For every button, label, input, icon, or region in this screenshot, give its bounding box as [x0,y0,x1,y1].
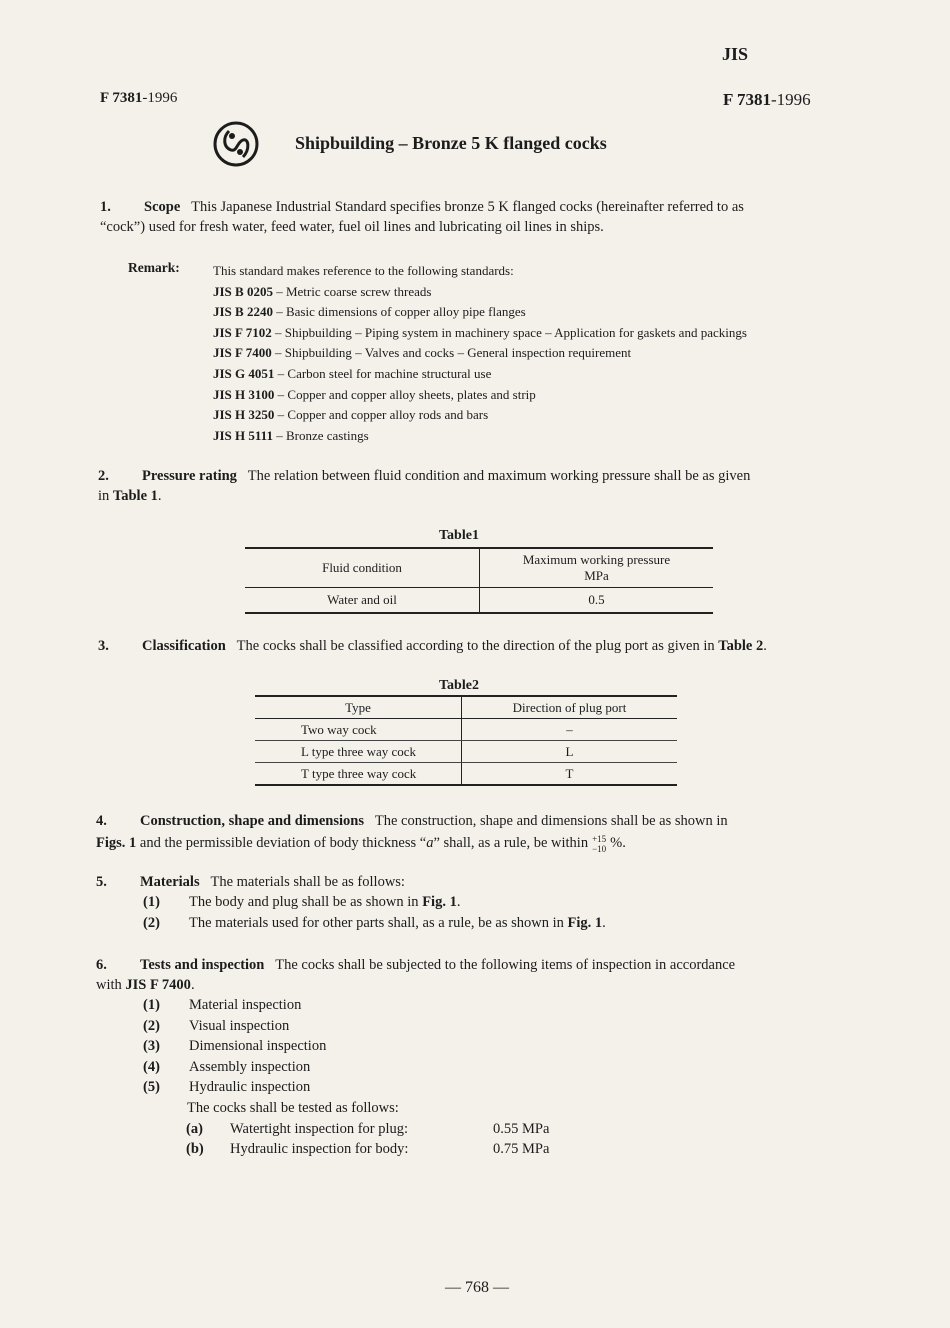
table1 [245,547,713,614]
page-title: Shipbuilding – Bronze 5 K flanged cocks [295,133,607,153]
list-item: (1) Material inspection [143,997,302,1013]
reference-title: – Shipbuilding – Piping system in machinery space – Application for gaskets and packings [275,324,747,340]
reference-code: JIS G 4051 [213,365,275,381]
reference-item [213,426,747,447]
list-item: (1) The body and plug shall be as shown in Fig. 1. [143,894,461,910]
list-item: (3) Dimensional inspection [143,1038,327,1055]
table2-cell-type: L type three way cock [255,741,462,763]
reference-item [213,302,747,323]
standard-code-left: F 7381-1996 [100,90,178,106]
reference-item [213,364,747,385]
remark-label: Remark: [128,260,180,275]
section-pressure-rating: 2. Pressure rating The relation between fluid condition and maximum working pressure shall be as given in Table 1. [98,468,751,504]
table2-cell-type: Two way cock [255,719,462,741]
section-scope: 1. Scope This Japanese Industrial Standard specifies bronze 5 K flanged cocks (hereinafter referred to as “cock”) used for fresh water, feed water, fuel oil lines and lubricating oil lines in ships. [100,199,744,235]
table1-cell-fluid: Water and oil [245,588,480,614]
reference-title: – Bronze castings [276,427,369,443]
reference-title: – Carbon steel for machine structural use [277,365,492,381]
reference-title: – Shipbuilding – Valves and cocks – General inspection requirement [275,345,632,361]
list-item: (4) Assembly inspection [143,1058,311,1075]
inspection-list [143,995,743,1160]
reference-code: JIS H 5111 [213,427,273,443]
table2-cell-direction: T [462,763,678,786]
section-construction: 4. Construction, shape and dimensions The construction, shape and dimensions shall be as shown in Figs. 1 and the permissible deviation of body thickness “a” shall, as a rule, be within +15 −10 %. [96,813,728,854]
reference-title: – Copper and copper alloy rods and bars [277,407,489,423]
test-row: (b) Hydraulic inspection for body: 0.75 MPa [186,1141,550,1158]
test-row: (a) Watertight inspection for plug: 0.55 MPa [186,1120,550,1137]
reference-title: – Basic dimensions of copper alloy pipe flanges [276,304,526,320]
table1-header-fluid: Fluid condition [245,548,480,588]
table2 [255,695,677,786]
table2-header-direction: Direction of plug port [462,696,678,719]
tested-intro: The cocks shall be tested as follows: [187,1099,399,1116]
table2-header-type: Type [255,696,462,719]
table2-cell-direction: L [462,741,678,763]
table2-cell-type: T type three way cock [255,763,462,786]
list-item: (5) Hydraulic inspection [143,1079,311,1096]
section-tests: 6. Tests and inspection The cocks shall be subjected to the following items of inspection in accordance with JIS F 7400. [96,957,736,993]
reference-code: JIS H 3100 [213,386,275,402]
table1-header-pressure: Maximum working pressure MPa [480,548,714,588]
reference-code: JIS H 3250 [213,407,275,423]
table1-caption: Table1 [439,528,479,543]
reference-code: JIS F 7102 [213,324,272,340]
reference-item [213,385,747,406]
reference-item [213,282,747,303]
reference-item [213,323,747,344]
materials-list [143,892,843,933]
list-item: (2) Visual inspection [143,1017,290,1034]
reference-title: – Copper and copper alloy sheets, plates and strip [277,386,536,402]
section-classification: 3. Classification The cocks shall be classified according to the direction of the plug port as given in Table 2. [98,638,767,654]
table2-cell-direction: – [462,719,678,741]
section-materials: 5. Materials The materials shall be as follows: [96,874,405,890]
standard-code-right: F 7381-1996 [723,90,811,109]
reference-code: JIS F 7400 [213,345,272,361]
page-number: — 768 — [445,1279,509,1296]
jis-logo-icon [212,120,260,168]
reference-item [213,405,747,426]
reference-code: JIS B 2240 [213,304,273,320]
table1-cell-pressure: 0.5 [480,588,714,614]
reference-title: – Metric coarse screw threads [276,283,432,299]
reference-code: JIS B 0205 [213,283,273,299]
reference-list: This standard makes reference to the following standards: JIS B 0205 – Metric coarse screw threads JIS B 2240 – Basic dimensions of copper alloy pipe flanges JIS F 7102 – Shipbuilding – Piping system in machinery space – Application for gaskets and packings JIS F 7400 – Shipbuilding – Valves and cocks – General inspection requirement JIS G 4051 – Carbon steel for machine structural use JIS H 3100 – Copper and copper alloy sheets, plates and strip JIS H 3250 – Copper and copper alloy rods and bars JIS H 5111 – Bronze castings [213,261,747,446]
reference-item [213,343,747,364]
jis-mark: JIS [722,44,749,64]
table2-caption: Table2 [439,678,479,693]
list-item: (2) The materials used for other parts shall, as a rule, be as shown in Fig. 1. [143,914,606,931]
